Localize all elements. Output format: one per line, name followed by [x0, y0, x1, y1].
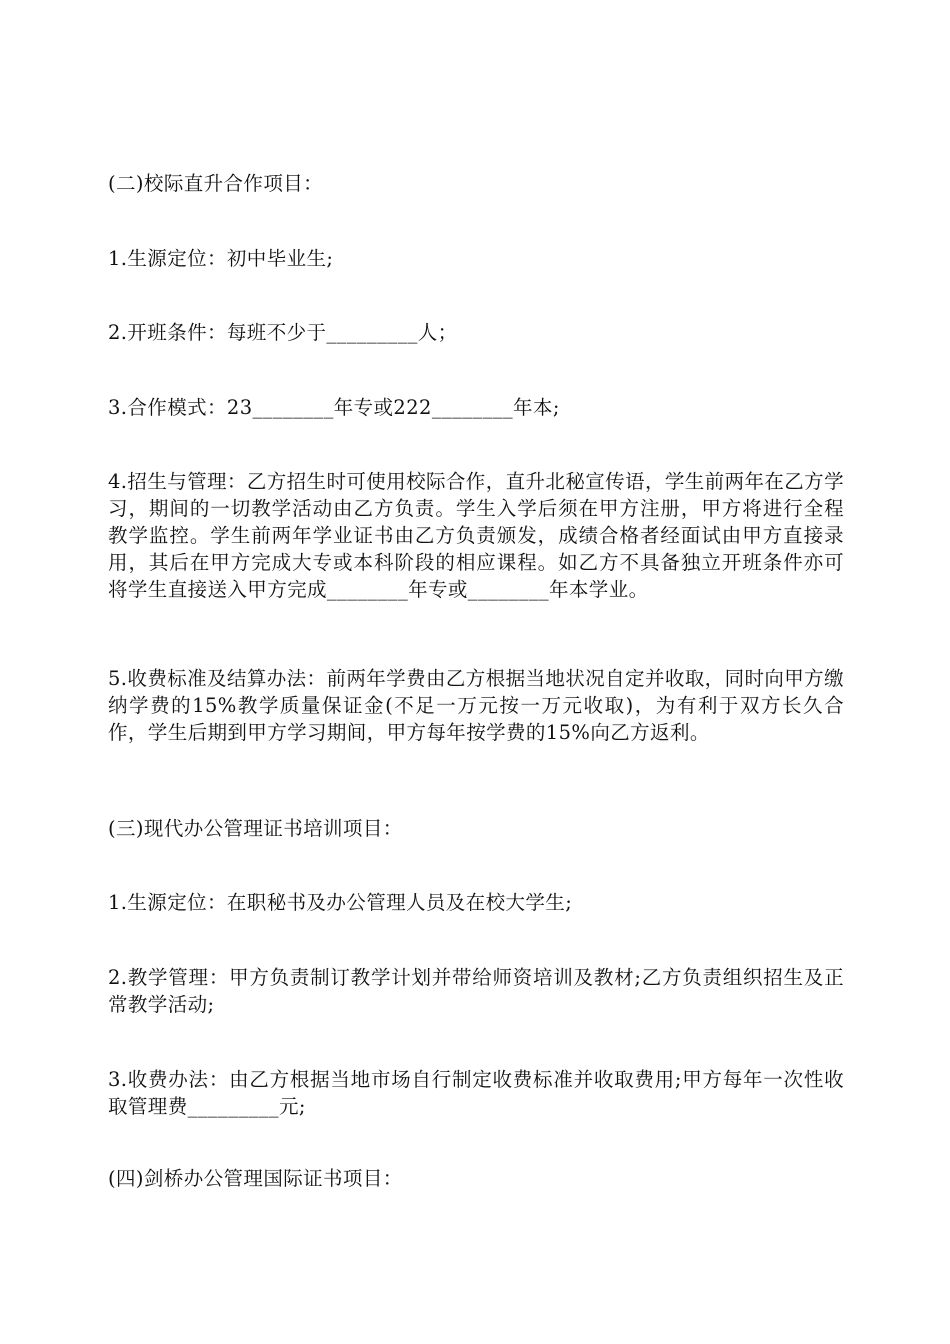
paragraph-enrollment-management: 4.招生与管理：乙方招生时可使用校际合作，直升北秘宣传语，学生前两年在乙方学习，期间的一切教学活动由乙方负责。学生入学后须在甲方注册，甲方将进行全程教学监控。学生前两年学业证书由乙方负责颁发，成绩合格者经面试由甲方直接录用，其后在甲方完成大专或本科阶段的相应课程。如乙方不具备独立开班条件亦可将学生直接送入甲方完成________年专或________年本学业。 [108, 470, 844, 601]
paragraph-fee-method: 3.收费办法：由乙方根据当地市场自行制定收费标准并收取费用;甲方每年一次性收取管理费_________元; [108, 1068, 844, 1118]
paragraph-cooperation-mode: 3.合作模式：23________年专或222________年本; [108, 396, 560, 419]
section-heading-2: (二)校际直升合作项目： [108, 172, 324, 195]
paragraph-class-condition: 2.开班条件：每班不少于_________人； [108, 321, 458, 344]
paragraph-fee-settlement: 5.收费标准及结算办法：前两年学费由乙方根据当地状况自定并收取，同时向甲方缴纳学费的15%教学质量保证金(不足一万元按一万元收取)，为有利于双方长久合作，学生后期到甲方学习期间，甲方每年按学费的15%向乙方返利。 [108, 667, 844, 744]
paragraph-teaching-management: 2.教学管理：甲方负责制订教学计划并带给师资培训及教材;乙方负责组织招生及正常教学活动; [108, 966, 844, 1016]
section-heading-3: (三)现代办公管理证书培训项目： [108, 817, 403, 840]
section-heading-4: (四)剑桥办公管理国际证书项目： [108, 1167, 403, 1190]
paragraph-student-source-office: 1.生源定位：在职秘书及办公管理人员及在校大学生; [108, 891, 573, 914]
paragraph-student-source: 1.生源定位：初中毕业生; [108, 247, 334, 270]
